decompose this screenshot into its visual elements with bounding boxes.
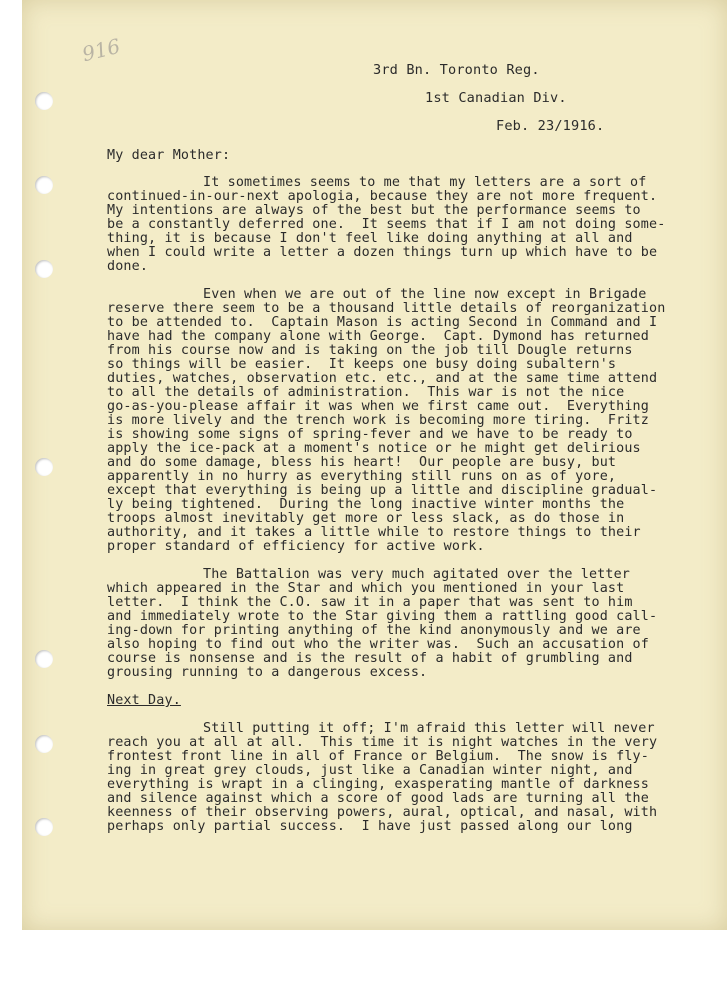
pencil-margin-note: 916: [79, 33, 123, 67]
punch-hole: [35, 458, 53, 476]
paragraph-line: so things will be easier. It keeps one busy doing subaltern's: [107, 357, 617, 372]
paragraph-line: have had the company alone with George. Capt. Dymond has returned: [107, 329, 649, 344]
paragraph-line: be a constantly deferred one. It seems that if I am not doing some-: [107, 217, 666, 232]
paragraph-line: to be attended to. Captain Mason is acting Second in Command and I: [107, 315, 658, 330]
paragraph-line: to all the details of administration. This war is not the nice: [107, 385, 625, 400]
paragraph-line: frontest front line in all of France or Belgium. The snow is fly-: [107, 749, 649, 764]
paragraph-line: which appeared in the Star and which you mentioned in your last: [107, 581, 625, 596]
punch-hole: [35, 260, 53, 278]
paragraph-line: reserve there seem to be a thousand little details of reorganization: [107, 301, 666, 316]
header-division: 1st Canadian Div.: [425, 90, 567, 106]
header-unit: 3rd Bn. Toronto Reg.: [373, 62, 540, 78]
paragraph-line: and do some damage, bless his heart! Our people are busy, but: [107, 455, 617, 470]
paragraph-line: and immediately wrote to the Star giving them a rattling good call-: [107, 609, 658, 624]
paragraph-line: and silence against which a score of good lads are turning all the: [107, 791, 649, 806]
paragraph-line: done.: [107, 259, 149, 274]
paragraph-line: course is nonsense and is the result of a habit of grumbling and: [107, 651, 633, 666]
paragraph-line: It sometimes seems to me that my letters are a sort of: [203, 175, 647, 190]
punch-hole: [35, 176, 53, 194]
paragraph-line: Even when we are out of the line now except in Brigade: [203, 287, 647, 302]
paragraph-line: is more lively and the trench work is becoming more tiring. Fritz: [107, 413, 649, 428]
paragraph-line: troops almost inevitably get more or less slack, as do those in: [107, 511, 625, 526]
paragraph-line: thing, it is because I don't feel like doing anything at all and: [107, 231, 633, 246]
paragraph-line: when I could write a letter a dozen things turn up which have to be: [107, 245, 658, 260]
punch-hole: [35, 650, 53, 668]
paragraph-line: proper standard of efficiency for active work.: [107, 539, 485, 554]
paragraph-line: Still putting it off; I'm afraid this letter will never: [203, 721, 655, 736]
paragraph-line: reach you at all at all. This time it is night watches in the very: [107, 735, 658, 750]
paragraph-line: My intentions are always of the best but the performance seems to: [107, 203, 641, 218]
paragraph-line: ing in great grey clouds, just like a Canadian winter night, and: [107, 763, 633, 778]
punch-hole: [35, 818, 53, 836]
paragraph-line: continued-in-our-next apologia, because they are not more frequent.: [107, 189, 658, 204]
paragraph-line: from his course now and is taking on the job till Dougle returns: [107, 343, 633, 358]
paragraph-line: is showing some signs of spring-fever and we have to be ready to: [107, 427, 633, 442]
paragraph-line: letter. I think the C.O. saw it in a paper that was sent to him: [107, 595, 633, 610]
paragraph-line: duties, watches, observation etc. etc., and at the same time attend: [107, 371, 658, 386]
paragraph-line: The Battalion was very much agitated over the letter: [203, 567, 631, 582]
paragraph-line: ly being tightened. During the long inactive winter months the: [107, 497, 625, 512]
paragraph-line: go-as-you-please affair it was when we first came out. Everything: [107, 399, 649, 414]
punch-hole: [35, 92, 53, 110]
paragraph-line: keenness of their observing powers, aural, optical, and nasal, with: [107, 805, 658, 820]
paragraph-line: apparently in no hurry as everything still runs on as of yore,: [107, 469, 617, 484]
salutation: My dear Mother:: [107, 148, 231, 163]
paragraph-line: perhaps only partial success. I have just passed along our long: [107, 819, 633, 834]
header-date: Feb. 23/1916.: [496, 118, 605, 134]
next-day-heading: Next Day.: [107, 693, 181, 708]
paragraph-line: grousing running to a dangerous excess.: [107, 665, 428, 680]
paragraph-line: except that everything is being up a little and discipline gradual-: [107, 483, 658, 498]
paragraph-line: authority, and it takes a little while to restore things to their: [107, 525, 641, 540]
punch-hole: [35, 735, 53, 753]
paragraph-line: ing-down for printing anything of the kind anonymously and we are: [107, 623, 641, 638]
paragraph-line: everything is wrapt in a clinging, exasperating mantle of darkness: [107, 777, 649, 792]
paragraph-line: also hoping to find out who the writer was. Such an accusation of: [107, 637, 649, 652]
paragraph-line: apply the ice-pack at a moment's notice or he might get delirious: [107, 441, 641, 456]
